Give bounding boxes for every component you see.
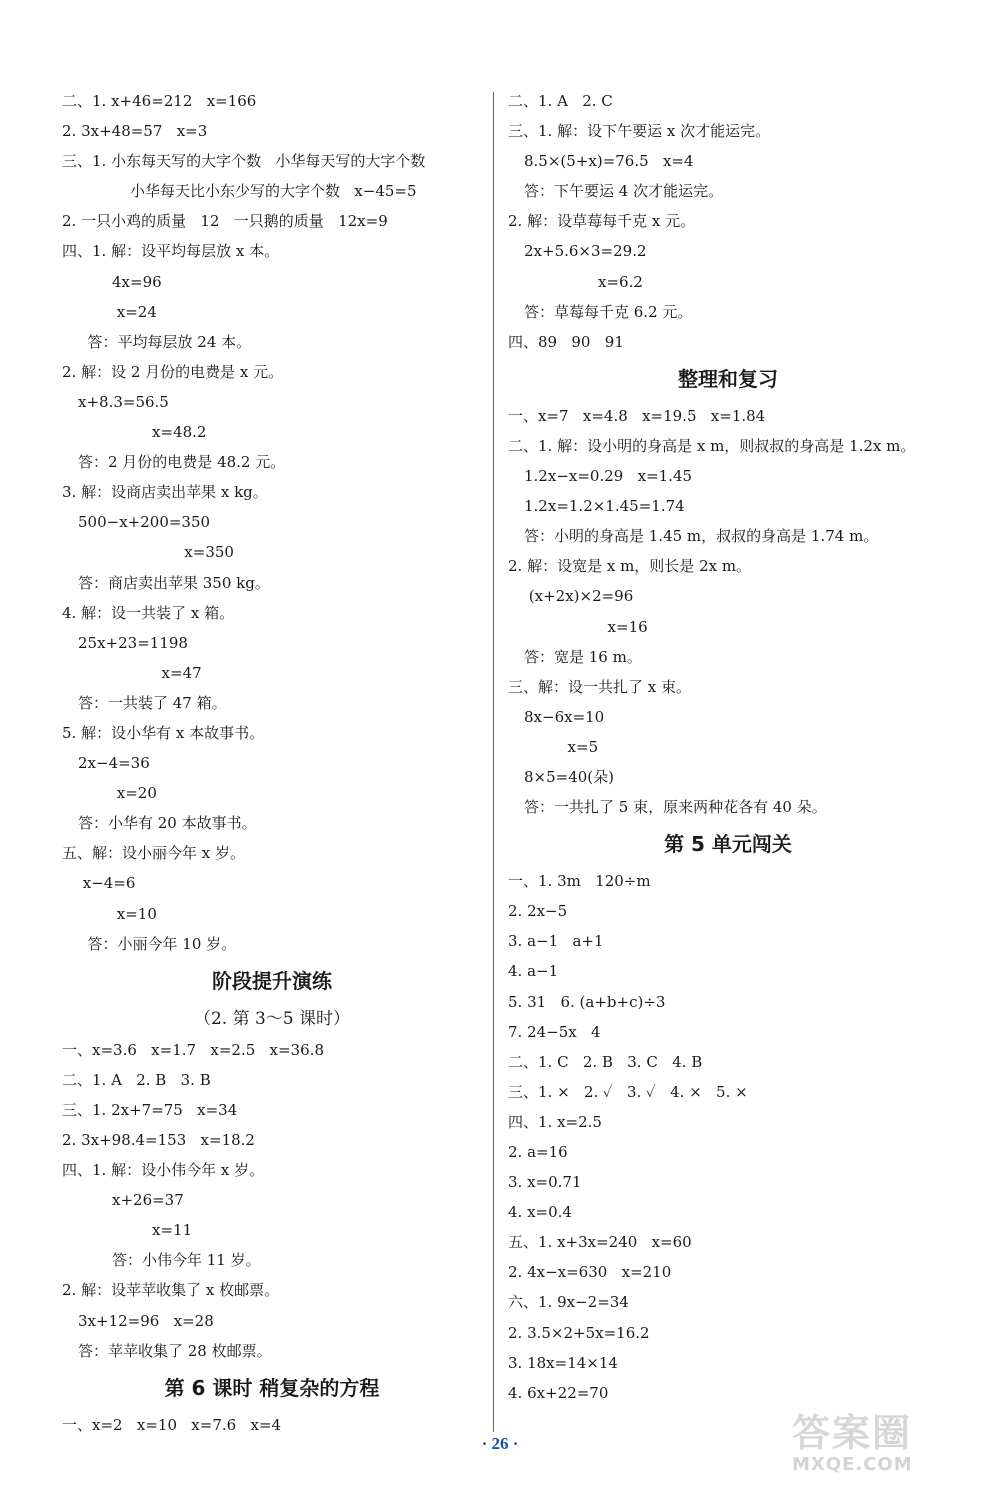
answer-line: 5. 解：设小华有 x 本故事书。 — [62, 723, 265, 742]
section-heading: 第 5 单元闯关 — [664, 832, 792, 857]
section-heading: 整理和复习 — [678, 366, 778, 391]
answer-line: 答：小丽今年 10 岁。 — [78, 934, 237, 953]
answer-line: 一、x=7 x=4.8 x=19.5 x=1.84 — [508, 406, 766, 425]
answer-line: 答：平均每层放 24 本。 — [78, 332, 252, 351]
answer-line: x=48.2 — [152, 423, 207, 442]
answer-line: (x+2x)×2=96 — [524, 587, 634, 606]
answer-line: 答：苹苹收集了 28 枚邮票。 — [78, 1341, 272, 1360]
answer-line: 答：一共装了 47 箱。 — [78, 693, 227, 712]
answer-line: 1.2x−x=0.29 x=1.45 — [524, 467, 693, 486]
answer-line: 一、1. 3m 120÷m — [508, 872, 651, 891]
answer-line: 8x−6x=10 — [524, 707, 605, 726]
answer-line: 三、解：设一共扎了 x 束。 — [508, 677, 691, 696]
watermark-url: MXQE.COM — [792, 1454, 913, 1475]
answer-line: 答：一共扎了 5 束，原来两种花各有 40 朵。 — [524, 798, 827, 817]
answer-line: x=11 — [152, 1221, 193, 1240]
left-column — [62, 86, 482, 1440]
answer-line: 四、1. x=2.5 — [508, 1112, 602, 1131]
answer-line: 3. a−1 a+1 — [508, 932, 604, 951]
answer-line: 2. 3x+48=57 x=3 — [62, 122, 208, 141]
answer-line: 答：2 月份的电费是 48.2 元。 — [78, 453, 286, 472]
answer-line: 二、1. A 2. C — [508, 92, 613, 110]
answer-line: 4x=96 — [112, 272, 162, 291]
answer-line: 答：商店卖出苹果 350 kg。 — [78, 573, 270, 592]
section-heading: 阶段提升演练 — [212, 968, 332, 993]
answer-line: 答：草莓每千克 6.2 元。 — [524, 302, 693, 321]
answer-line: 2x+5.6×3=29.2 — [524, 242, 647, 261]
answer-line: x=24 — [112, 302, 157, 321]
answer-line: 4. a−1 — [508, 962, 559, 981]
answer-line: x+8.3=56.5 — [78, 392, 169, 411]
answer-line: 2. 一只小鸡的质量 12 一只鹅的质量 12x=9 — [62, 212, 388, 231]
answer-line: 3. 18x=14×14 — [508, 1353, 618, 1372]
answer-line: 4. 解：设一共装了 x 箱。 — [62, 603, 235, 622]
answer-line: 25x+23=1198 — [78, 633, 188, 652]
answer-line: x=47 — [152, 663, 202, 682]
answer-line: x=6.2 — [598, 272, 643, 291]
answer-line: 答：小华有 20 本故事书。 — [78, 814, 257, 833]
answer-line: x=16 — [598, 617, 648, 636]
answer-line: 三、1. × 2. ✓ 3. ✓ 4. × 5. × — [508, 1082, 748, 1101]
answer-line: 答：下午要运 4 次才能运完。 — [524, 182, 724, 201]
answer-line: 三、1. 小东每天写的大字个数 小华每天写的大字个数 — [62, 152, 426, 171]
answer-line: 二、1. 解：设小明的身高是 x m，则叔叔的身高是 1.2x m。 — [508, 436, 916, 455]
answer-line: 五、1. x+3x=240 x=60 — [508, 1233, 692, 1252]
answer-line: 2. 解：设 2 月份的电费是 x 元。 — [62, 362, 284, 381]
answer-line: 答：小伟今年 11 岁。 — [112, 1251, 261, 1270]
answer-line: x+26=37 — [112, 1191, 184, 1210]
answer-line: 答：小明的身高是 1.45 m，叔叔的身高是 1.74 m。 — [524, 527, 879, 546]
answer-line: x=10 — [112, 904, 157, 923]
answer-line: 3x+12=96 x=28 — [78, 1311, 214, 1330]
answer-line: 五、解：设小丽今年 x 岁。 — [62, 844, 245, 863]
answer-line: 3. x=0.71 — [508, 1173, 582, 1192]
answer-line: 5. 31 6. (a+b+c)÷3 — [508, 992, 666, 1011]
answer-line: 2. 解：设宽是 x m，则长是 2x m。 — [508, 557, 752, 576]
answer-line: 8.5×(5+x)=76.5 x=4 — [524, 152, 694, 171]
answer-line: 2. 4x−x=630 x=210 — [508, 1263, 672, 1282]
answer-line: 四、89 90 91 — [508, 332, 624, 351]
answer-line: 2. 3.5×2+5x=16.2 — [508, 1323, 650, 1342]
answer-line: x=350 — [170, 543, 234, 562]
answer-line: 三、1. 解：设下午要运 x 次才能运完。 — [508, 122, 771, 141]
answer-line: 小华每天比小东少写的大字个数 x−45=5 — [130, 182, 417, 201]
watermark-logo — [792, 1412, 972, 1490]
answer-line: 8×5=40(朵) — [524, 767, 615, 786]
answer-line: 四、1. 解：设小伟今年 x 岁。 — [62, 1161, 265, 1180]
answer-line: 2. 3x+98.4=153 x=18.2 — [62, 1131, 255, 1149]
answer-line: 四、1. 解：设平均每层放 x 本。 — [62, 242, 280, 261]
answer-line: 7. 24−5x 4 — [508, 1022, 601, 1041]
answer-line: 500−x+200=350 — [78, 513, 211, 532]
section-subheading: （2. 第 3～5 课时） — [193, 1008, 351, 1029]
answer-line: 2. 解：设草莓每千克 x 元。 — [508, 212, 696, 231]
column-divider — [493, 92, 494, 1432]
answer-line: x=5 — [558, 737, 599, 756]
answer-line: 2x−4=36 — [78, 754, 150, 773]
section-heading: 第 6 课时 稍复杂的方程 — [164, 1375, 380, 1400]
answer-line: 3. 解：设商店卖出苹果 x kg。 — [62, 483, 268, 502]
answer-line: 2. 2x−5 — [508, 902, 568, 921]
answer-line: 2. 解：设苹苹收集了 x 枚邮票。 — [62, 1281, 280, 1300]
page-number: · 26 · — [481, 1434, 519, 1453]
answer-line: 2. a=16 — [508, 1143, 568, 1161]
answer-line: 1.2x=1.2×1.45=1.74 — [524, 497, 685, 516]
answer-line: 二、1. C 2. B 3. C 4. B — [508, 1052, 703, 1071]
answer-line: 一、x=3.6 x=1.7 x=2.5 x=36.8 — [62, 1040, 324, 1059]
answer-line: 一、x=2 x=10 x=7.6 x=4 — [62, 1415, 282, 1434]
answer-line: 三、1. 2x+7=75 x=34 — [62, 1100, 238, 1119]
answer-line: x−4=6 — [78, 874, 136, 893]
answer-line: 4. 6x+22=70 — [508, 1383, 609, 1402]
watermark-logo-text: 答案圈 — [792, 1411, 913, 1455]
answer-line: 六、1. 9x−2=34 — [508, 1293, 629, 1312]
answer-line: 答：宽是 16 m。 — [524, 647, 642, 666]
answer-line: 4. x=0.4 — [508, 1203, 572, 1222]
answer-line: 二、1. x+46=212 x=166 — [62, 92, 257, 110]
answer-line: 二、1. A 2. B 3. B — [62, 1070, 211, 1089]
answer-line: x=20 — [112, 784, 157, 803]
right-column — [508, 86, 948, 1408]
